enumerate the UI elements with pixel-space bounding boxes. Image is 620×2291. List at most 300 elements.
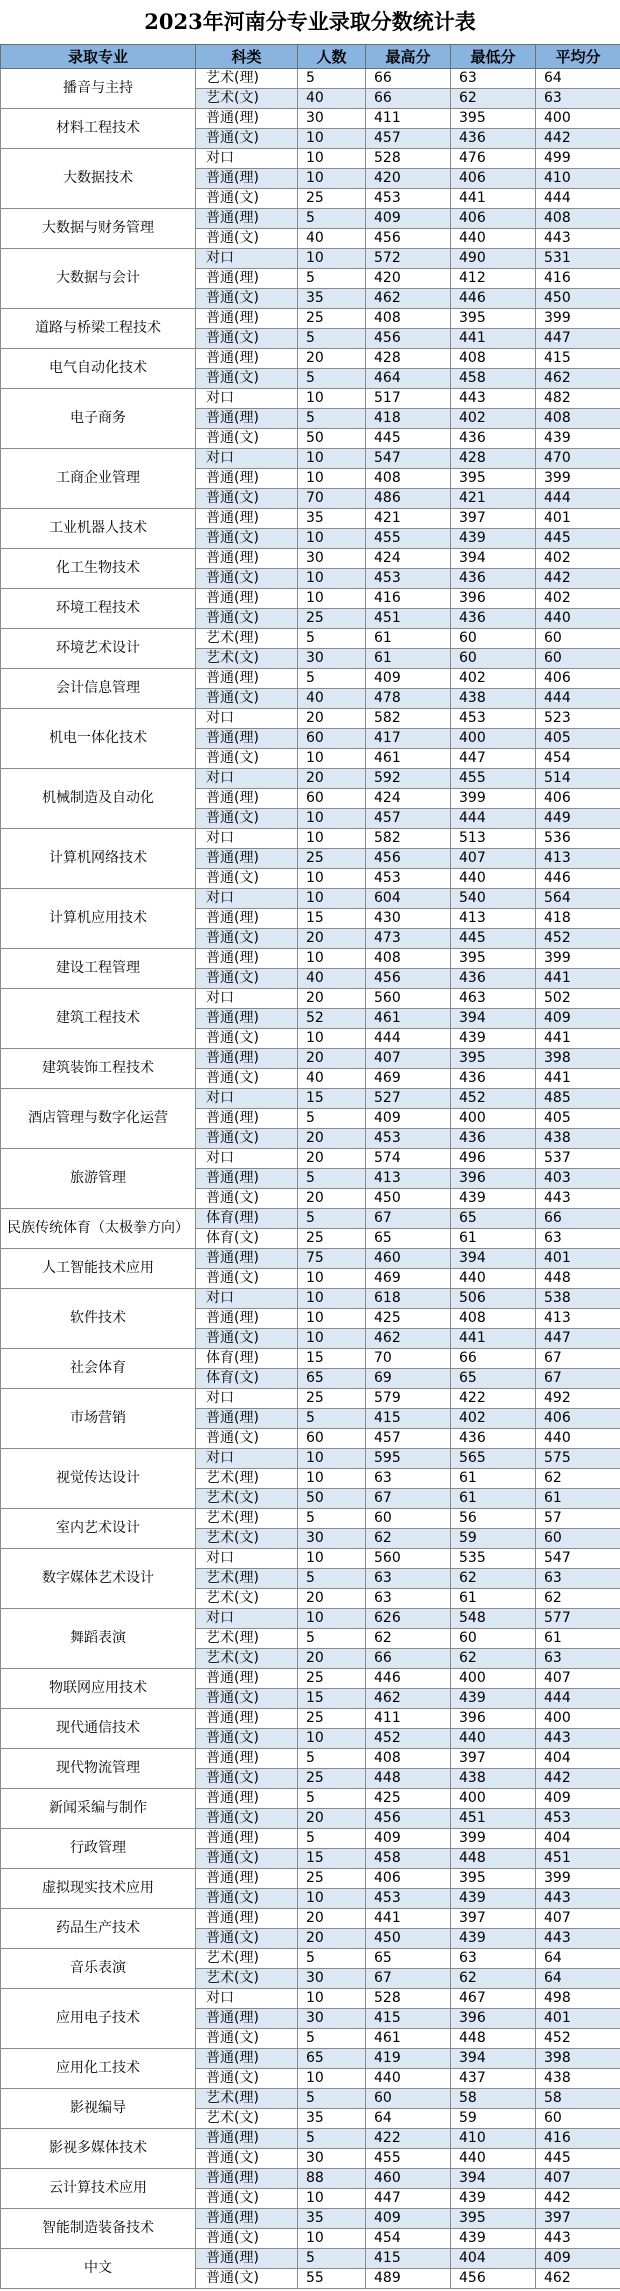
avg-cell: 451 xyxy=(536,1849,620,1869)
avg-cell: 482 xyxy=(536,389,620,409)
avg-cell: 445 xyxy=(536,2149,620,2169)
avg-cell: 438 xyxy=(536,1129,620,1149)
category-cell: 普通(理) xyxy=(196,2049,298,2069)
max-cell: 456 xyxy=(366,329,451,349)
max-cell: 415 xyxy=(366,2249,451,2269)
avg-cell: 447 xyxy=(536,1329,620,1349)
max-cell: 528 xyxy=(366,1989,451,2009)
category-cell: 普通(理) xyxy=(196,509,298,529)
max-cell: 67 xyxy=(366,1969,451,1989)
header-major: 录取专业 xyxy=(1,45,196,69)
avg-cell: 462 xyxy=(536,2269,620,2289)
avg-cell: 67 xyxy=(536,1369,620,1389)
major-name: 智能制造装备技术 xyxy=(1,2209,196,2249)
avg-cell: 452 xyxy=(536,929,620,949)
count-cell: 10 xyxy=(298,2189,366,2209)
avg-cell: 537 xyxy=(536,1149,620,1169)
count-cell: 40 xyxy=(298,969,366,989)
max-cell: 62 xyxy=(366,1629,451,1649)
category-cell: 普通(文) xyxy=(196,1069,298,1089)
min-cell: 447 xyxy=(451,749,536,769)
count-cell: 25 xyxy=(298,1229,366,1249)
table-row xyxy=(1,989,620,1009)
avg-cell: 64 xyxy=(536,1969,620,1989)
avg-cell: 499 xyxy=(536,149,620,169)
count-cell: 10 xyxy=(298,949,366,969)
avg-cell: 443 xyxy=(536,229,620,249)
count-cell: 5 xyxy=(298,1829,366,1849)
max-cell: 582 xyxy=(366,829,451,849)
category-cell: 普通(文) xyxy=(196,229,298,249)
category-cell: 艺术(理) xyxy=(196,1569,298,1589)
count-cell: 55 xyxy=(298,2269,366,2289)
count-cell: 10 xyxy=(298,1469,366,1489)
count-cell: 10 xyxy=(298,749,366,769)
min-cell: 439 xyxy=(451,2229,536,2249)
max-cell: 408 xyxy=(366,469,451,489)
avg-cell: 418 xyxy=(536,909,620,929)
min-cell: 540 xyxy=(451,889,536,909)
table-row xyxy=(1,2169,620,2189)
min-cell: 58 xyxy=(451,2089,536,2109)
category-cell: 艺术(理) xyxy=(196,1949,298,1969)
count-cell: 10 xyxy=(298,1889,366,1909)
min-cell: 395 xyxy=(451,1049,536,1069)
category-cell: 对口 xyxy=(196,769,298,789)
avg-cell: 399 xyxy=(536,469,620,489)
count-cell: 10 xyxy=(298,1029,366,1049)
max-cell: 425 xyxy=(366,1309,451,1329)
avg-cell: 531 xyxy=(536,249,620,269)
count-cell: 20 xyxy=(298,929,366,949)
avg-cell: 404 xyxy=(536,1829,620,1849)
max-cell: 60 xyxy=(366,1509,451,1529)
min-cell: 440 xyxy=(451,869,536,889)
max-cell: 62 xyxy=(366,1529,451,1549)
count-cell: 5 xyxy=(298,629,366,649)
count-cell: 50 xyxy=(298,1489,366,1509)
max-cell: 579 xyxy=(366,1389,451,1409)
table-body xyxy=(1,69,620,2289)
major-name: 工商企业管理 xyxy=(1,449,196,509)
major-name: 道路与桥梁工程技术 xyxy=(1,309,196,349)
category-cell: 普通(理) xyxy=(196,1249,298,1269)
min-cell: 395 xyxy=(451,1869,536,1889)
min-cell: 422 xyxy=(451,1389,536,1409)
count-cell: 20 xyxy=(298,1149,366,1169)
avg-cell: 536 xyxy=(536,829,620,849)
max-cell: 425 xyxy=(366,1789,451,1809)
count-cell: 10 xyxy=(298,1269,366,1289)
category-cell: 普通(理) xyxy=(196,169,298,189)
major-name: 会计信息管理 xyxy=(1,669,196,709)
count-cell: 40 xyxy=(298,1069,366,1089)
category-cell: 艺术(理) xyxy=(196,629,298,649)
max-cell: 69 xyxy=(366,1369,451,1389)
max-cell: 592 xyxy=(366,769,451,789)
min-cell: 428 xyxy=(451,449,536,469)
count-cell: 20 xyxy=(298,1589,366,1609)
category-cell: 对口 xyxy=(196,709,298,729)
category-cell: 普通(理) xyxy=(196,1869,298,1889)
category-cell: 普通(文) xyxy=(196,369,298,389)
score-table xyxy=(0,44,620,2289)
avg-cell: 405 xyxy=(536,1109,620,1129)
count-cell: 5 xyxy=(298,2249,366,2269)
category-cell: 体育(理) xyxy=(196,1209,298,1229)
avg-cell: 400 xyxy=(536,1709,620,1729)
category-cell: 普通(文) xyxy=(196,809,298,829)
count-cell: 20 xyxy=(298,1809,366,1829)
count-cell: 5 xyxy=(298,269,366,289)
min-cell: 395 xyxy=(451,469,536,489)
min-cell: 61 xyxy=(451,1489,536,1509)
avg-cell: 441 xyxy=(536,969,620,989)
category-cell: 普通(文) xyxy=(196,2269,298,2289)
min-cell: 448 xyxy=(451,2029,536,2049)
category-cell: 艺术(文) xyxy=(196,1589,298,1609)
max-cell: 60 xyxy=(366,2089,451,2109)
avg-cell: 443 xyxy=(536,1889,620,1909)
major-name: 酒店管理与数字化运营 xyxy=(1,1089,196,1149)
max-cell: 469 xyxy=(366,1069,451,1089)
category-cell: 艺术(文) xyxy=(196,2109,298,2129)
count-cell: 20 xyxy=(298,1189,366,1209)
min-cell: 407 xyxy=(451,849,536,869)
avg-cell: 485 xyxy=(536,1089,620,1109)
count-cell: 5 xyxy=(298,1509,366,1529)
count-cell: 10 xyxy=(298,1729,366,1749)
count-cell: 5 xyxy=(298,409,366,429)
max-cell: 453 xyxy=(366,869,451,889)
max-cell: 460 xyxy=(366,1249,451,1269)
min-cell: 436 xyxy=(451,129,536,149)
category-cell: 艺术(文) xyxy=(196,89,298,109)
min-cell: 63 xyxy=(451,69,536,89)
avg-cell: 61 xyxy=(536,1629,620,1649)
count-cell: 10 xyxy=(298,129,366,149)
avg-cell: 446 xyxy=(536,869,620,889)
max-cell: 418 xyxy=(366,409,451,429)
category-cell: 普通(文) xyxy=(196,1769,298,1789)
min-cell: 59 xyxy=(451,1529,536,1549)
max-cell: 66 xyxy=(366,69,451,89)
avg-cell: 440 xyxy=(536,609,620,629)
major-name: 视觉传达设计 xyxy=(1,1449,196,1509)
major-name: 大数据技术 xyxy=(1,149,196,209)
min-cell: 60 xyxy=(451,629,536,649)
category-cell: 普通(文) xyxy=(196,1849,298,1869)
category-cell: 普通(理) xyxy=(196,1009,298,1029)
category-cell: 对口 xyxy=(196,149,298,169)
max-cell: 446 xyxy=(366,1669,451,1689)
count-cell: 25 xyxy=(298,309,366,329)
category-cell: 普通(理) xyxy=(196,109,298,129)
category-cell: 普通(文) xyxy=(196,2189,298,2209)
category-cell: 普通(理) xyxy=(196,729,298,749)
max-cell: 461 xyxy=(366,2029,451,2049)
min-cell: 439 xyxy=(451,2189,536,2209)
min-cell: 395 xyxy=(451,309,536,329)
min-cell: 513 xyxy=(451,829,536,849)
avg-cell: 60 xyxy=(536,1529,620,1549)
max-cell: 462 xyxy=(366,1329,451,1349)
count-cell: 5 xyxy=(298,1569,366,1589)
count-cell: 5 xyxy=(298,2089,366,2109)
category-cell: 普通(理) xyxy=(196,1709,298,1729)
count-cell: 25 xyxy=(298,189,366,209)
category-cell: 对口 xyxy=(196,889,298,909)
category-cell: 体育(理) xyxy=(196,1349,298,1369)
count-cell: 60 xyxy=(298,1429,366,1449)
max-cell: 409 xyxy=(366,1109,451,1129)
table-row xyxy=(1,1669,620,1689)
avg-cell: 398 xyxy=(536,2049,620,2069)
max-cell: 595 xyxy=(366,1449,451,1469)
avg-cell: 401 xyxy=(536,509,620,529)
min-cell: 396 xyxy=(451,1709,536,1729)
count-cell: 10 xyxy=(298,1449,366,1469)
avg-cell: 401 xyxy=(536,2009,620,2029)
major-name: 音乐表演 xyxy=(1,1949,196,1989)
max-cell: 560 xyxy=(366,1549,451,1569)
category-cell: 普通(文) xyxy=(196,329,298,349)
min-cell: 436 xyxy=(451,1129,536,1149)
category-cell: 对口 xyxy=(196,829,298,849)
avg-cell: 63 xyxy=(536,1569,620,1589)
min-cell: 397 xyxy=(451,1909,536,1929)
avg-cell: 63 xyxy=(536,1229,620,1249)
min-cell: 394 xyxy=(451,549,536,569)
min-cell: 65 xyxy=(451,1369,536,1389)
min-cell: 476 xyxy=(451,149,536,169)
category-cell: 普通(文) xyxy=(196,429,298,449)
count-cell: 25 xyxy=(298,1769,366,1789)
min-cell: 439 xyxy=(451,1029,536,1049)
major-name: 软件技术 xyxy=(1,1289,196,1349)
max-cell: 428 xyxy=(366,349,451,369)
count-cell: 10 xyxy=(298,169,366,189)
category-cell: 普通(文) xyxy=(196,2069,298,2089)
min-cell: 396 xyxy=(451,1169,536,1189)
avg-cell: 60 xyxy=(536,649,620,669)
category-cell: 对口 xyxy=(196,449,298,469)
table-row xyxy=(1,1749,620,1769)
avg-cell: 407 xyxy=(536,2169,620,2189)
min-cell: 61 xyxy=(451,1589,536,1609)
category-cell: 普通(理) xyxy=(196,1789,298,1809)
max-cell: 444 xyxy=(366,1029,451,1049)
count-cell: 25 xyxy=(298,849,366,869)
count-cell: 5 xyxy=(298,1209,366,1229)
avg-cell: 410 xyxy=(536,169,620,189)
max-cell: 456 xyxy=(366,1809,451,1829)
category-cell: 对口 xyxy=(196,1149,298,1169)
table-row xyxy=(1,629,620,649)
max-cell: 626 xyxy=(366,1609,451,1629)
avg-cell: 442 xyxy=(536,1769,620,1789)
count-cell: 15 xyxy=(298,1089,366,1109)
category-cell: 普通(文) xyxy=(196,1729,298,1749)
category-cell: 普通(理) xyxy=(196,269,298,289)
table-row xyxy=(1,769,620,789)
min-cell: 453 xyxy=(451,709,536,729)
avg-cell: 405 xyxy=(536,729,620,749)
avg-cell: 448 xyxy=(536,1269,620,1289)
table-row xyxy=(1,709,620,729)
category-cell: 普通(文) xyxy=(196,569,298,589)
category-cell: 普通(理) xyxy=(196,1829,298,1849)
category-cell: 艺术(理) xyxy=(196,1469,298,1489)
max-cell: 441 xyxy=(366,1909,451,1929)
category-cell: 普通(文) xyxy=(196,2149,298,2169)
min-cell: 408 xyxy=(451,1309,536,1329)
min-cell: 535 xyxy=(451,1549,536,1569)
category-cell: 普通(文) xyxy=(196,1809,298,1829)
category-cell: 艺术(理) xyxy=(196,69,298,89)
min-cell: 397 xyxy=(451,509,536,529)
category-cell: 对口 xyxy=(196,1289,298,1309)
category-cell: 普通(理) xyxy=(196,1109,298,1129)
avg-cell: 406 xyxy=(536,1409,620,1429)
max-cell: 453 xyxy=(366,569,451,589)
max-cell: 420 xyxy=(366,169,451,189)
min-cell: 438 xyxy=(451,689,536,709)
min-cell: 59 xyxy=(451,2109,536,2129)
min-cell: 439 xyxy=(451,529,536,549)
count-cell: 10 xyxy=(298,569,366,589)
count-cell: 10 xyxy=(298,2069,366,2089)
avg-cell: 439 xyxy=(536,429,620,449)
major-name: 民族传统体育（太极拳方向） xyxy=(1,1209,196,1249)
count-cell: 20 xyxy=(298,1049,366,1069)
major-name: 工业机器人技术 xyxy=(1,509,196,549)
avg-cell: 538 xyxy=(536,1289,620,1309)
avg-cell: 564 xyxy=(536,889,620,909)
category-cell: 普通(理) xyxy=(196,1669,298,1689)
category-cell: 体育(文) xyxy=(196,1229,298,1249)
avg-cell: 498 xyxy=(536,1989,620,2009)
avg-cell: 444 xyxy=(536,489,620,509)
max-cell: 415 xyxy=(366,2009,451,2029)
count-cell: 5 xyxy=(298,1749,366,1769)
major-name: 现代物流管理 xyxy=(1,1749,196,1789)
min-cell: 399 xyxy=(451,789,536,809)
min-cell: 394 xyxy=(451,2049,536,2069)
count-cell: 30 xyxy=(298,549,366,569)
count-cell: 25 xyxy=(298,609,366,629)
count-cell: 10 xyxy=(298,1609,366,1629)
category-cell: 对口 xyxy=(196,389,298,409)
header-max: 最高分 xyxy=(366,45,451,69)
max-cell: 461 xyxy=(366,1009,451,1029)
major-name: 行政管理 xyxy=(1,1829,196,1869)
min-cell: 395 xyxy=(451,2209,536,2229)
count-cell: 65 xyxy=(298,2049,366,2069)
min-cell: 396 xyxy=(451,2009,536,2029)
avg-cell: 399 xyxy=(536,949,620,969)
avg-cell: 442 xyxy=(536,569,620,589)
avg-cell: 57 xyxy=(536,1509,620,1529)
category-cell: 艺术(理) xyxy=(196,2089,298,2109)
max-cell: 408 xyxy=(366,1749,451,1769)
avg-cell: 404 xyxy=(536,1749,620,1769)
category-cell: 普通(文) xyxy=(196,1689,298,1709)
min-cell: 400 xyxy=(451,1109,536,1129)
max-cell: 61 xyxy=(366,649,451,669)
min-cell: 402 xyxy=(451,1409,536,1429)
count-cell: 5 xyxy=(298,1789,366,1809)
count-cell: 70 xyxy=(298,489,366,509)
max-cell: 65 xyxy=(366,1949,451,1969)
count-cell: 10 xyxy=(298,449,366,469)
max-cell: 63 xyxy=(366,1569,451,1589)
max-cell: 70 xyxy=(366,1349,451,1369)
max-cell: 409 xyxy=(366,209,451,229)
count-cell: 30 xyxy=(298,1529,366,1549)
category-cell: 普通(文) xyxy=(196,2229,298,2249)
max-cell: 422 xyxy=(366,2129,451,2149)
table-row xyxy=(1,1869,620,1889)
header-min: 最低分 xyxy=(451,45,536,69)
min-cell: 62 xyxy=(451,1969,536,1989)
avg-cell: 547 xyxy=(536,1549,620,1569)
category-cell: 普通(理) xyxy=(196,669,298,689)
avg-cell: 416 xyxy=(536,2129,620,2149)
page-title: 2023年河南分专业录取分数统计表 xyxy=(144,9,476,34)
count-cell: 5 xyxy=(298,669,366,689)
max-cell: 415 xyxy=(366,1409,451,1429)
avg-cell: 406 xyxy=(536,789,620,809)
max-cell: 574 xyxy=(366,1149,451,1169)
count-cell: 35 xyxy=(298,509,366,529)
min-cell: 61 xyxy=(451,1469,536,1489)
avg-cell: 444 xyxy=(536,689,620,709)
max-cell: 450 xyxy=(366,1929,451,1949)
category-cell: 普通(理) xyxy=(196,1049,298,1069)
min-cell: 413 xyxy=(451,909,536,929)
count-cell: 5 xyxy=(298,329,366,349)
min-cell: 400 xyxy=(451,729,536,749)
avg-cell: 63 xyxy=(536,89,620,109)
avg-cell: 452 xyxy=(536,2029,620,2049)
count-cell: 5 xyxy=(298,1409,366,1429)
count-cell: 10 xyxy=(298,589,366,609)
count-cell: 20 xyxy=(298,1909,366,1929)
avg-cell: 409 xyxy=(536,1789,620,1809)
count-cell: 50 xyxy=(298,429,366,449)
min-cell: 402 xyxy=(451,409,536,429)
max-cell: 63 xyxy=(366,1469,451,1489)
max-cell: 458 xyxy=(366,1849,451,1869)
table-row xyxy=(1,2209,620,2229)
table-row xyxy=(1,669,620,689)
count-cell: 20 xyxy=(298,1129,366,1149)
min-cell: 396 xyxy=(451,589,536,609)
category-cell: 艺术(文) xyxy=(196,649,298,669)
max-cell: 464 xyxy=(366,369,451,389)
max-cell: 430 xyxy=(366,909,451,929)
min-cell: 404 xyxy=(451,2249,536,2269)
avg-cell: 401 xyxy=(536,1249,620,1269)
max-cell: 424 xyxy=(366,549,451,569)
major-name: 播音与主持 xyxy=(1,69,196,109)
count-cell: 5 xyxy=(298,1109,366,1129)
avg-cell: 58 xyxy=(536,2089,620,2109)
max-cell: 451 xyxy=(366,609,451,629)
table-row xyxy=(1,589,620,609)
count-cell: 10 xyxy=(298,1289,366,1309)
